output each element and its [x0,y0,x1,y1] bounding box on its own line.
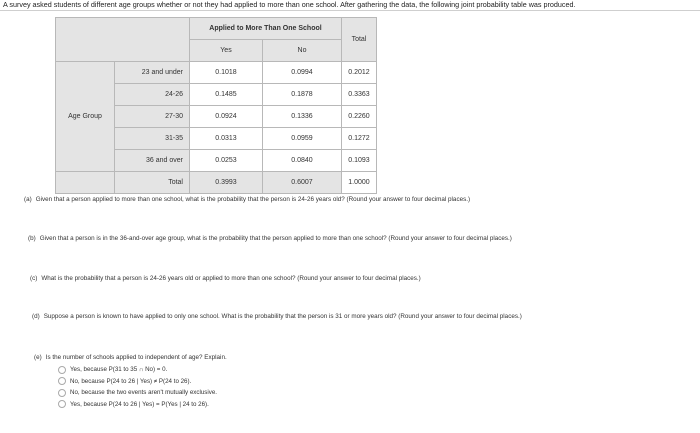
question-e-options [58,364,217,410]
table-corner-bottom [56,172,115,194]
divider [0,10,700,11]
option-label: No, because P(24 to 26 | Yes) ≠ P(24 to 26). [70,377,192,385]
question-a [24,195,470,204]
question-e [34,353,227,362]
question-b-number: (b) [28,235,36,242]
option-label: No, because the two events aren't mutually exclusive. [70,389,218,397]
row-label-total: Total [115,172,190,194]
row-group-header: Age Group [56,62,115,172]
cell-total: 0.1093 [342,150,377,172]
row-label: 23 and under [115,62,190,84]
question-a-text: Given that a person applied to more than one school, what is the probability that the person is 24-26 years old? (Round your answer to four decimal places.) [35,196,471,203]
radio-button[interactable] [58,389,66,397]
cell-grand-total: 1.0000 [342,172,377,194]
col-header-yes: Yes [190,40,263,62]
question-b [28,234,512,243]
problem-intro: A survey asked students of different age groups whether or not they had applied to more than one school. After gathering the data, the following joint probability table was produced. [3,0,576,9]
cell-no: 0.1878 [263,84,342,106]
column-group-header: Applied to More Than One School [190,18,342,40]
option-e-4[interactable] [58,399,217,411]
question-d-number: (d) [32,313,40,320]
cell-total: 0.3363 [342,84,377,106]
option-label: Yes, because P(31 to 35 ∩ No) = 0. [70,366,168,374]
question-d [32,312,522,321]
cell-yes: 0.0924 [190,106,263,128]
option-e-2[interactable] [58,376,217,388]
cell-yes: 0.0313 [190,128,263,150]
radio-button[interactable] [58,377,66,385]
table-corner [56,18,190,62]
cell-total: 0.2012 [342,62,377,84]
radio-button[interactable] [58,366,66,374]
row-label: 27-30 [115,106,190,128]
cell-no: 0.1336 [263,106,342,128]
cell-total: 0.1272 [342,128,377,150]
cell-no: 0.0840 [263,150,342,172]
cell-yes: 0.1485 [190,84,263,106]
row-label: 31-35 [115,128,190,150]
cell-yes: 0.0253 [190,150,263,172]
table-row [56,62,377,84]
radio-button[interactable] [58,400,66,408]
question-c-text: What is the probability that a person is 24-26 years old or applied to more than one school? (Round your answer to four decimal places.) [41,275,421,282]
cell-no: 0.0994 [263,62,342,84]
table-total-row [56,172,377,194]
question-a-number: (a) [24,196,32,203]
row-label: 24-26 [115,84,190,106]
option-e-3[interactable] [58,387,217,399]
cell-total-no: 0.6007 [263,172,342,194]
question-b-text: Given that a person is in the 36-and-over age group, what is the probability that the person applied to more than one school? (Round your answer to four decimal places.) [39,235,512,242]
cell-yes: 0.1018 [190,62,263,84]
joint-probability-table [55,17,377,194]
row-label: 36 and over [115,150,190,172]
option-label: Yes, because P(24 to 26 | Yes) = P(Yes | 24 to 26). [70,400,209,408]
option-e-1[interactable] [58,364,217,376]
cell-total-yes: 0.3993 [190,172,263,194]
question-d-text: Suppose a person is known to have applied to only one school. What is the probability that the person is 31 or more years old? (Round your answer to four decimal places.) [43,313,522,320]
cell-no: 0.0959 [263,128,342,150]
question-e-text: Is the number of schools applied to independent of age? Explain. [45,354,227,361]
question-c [30,274,421,283]
cell-total: 0.2260 [342,106,377,128]
question-c-number: (c) [30,275,38,282]
col-header-total: Total [342,18,377,62]
question-e-number: (e) [34,354,42,361]
col-header-no: No [263,40,342,62]
